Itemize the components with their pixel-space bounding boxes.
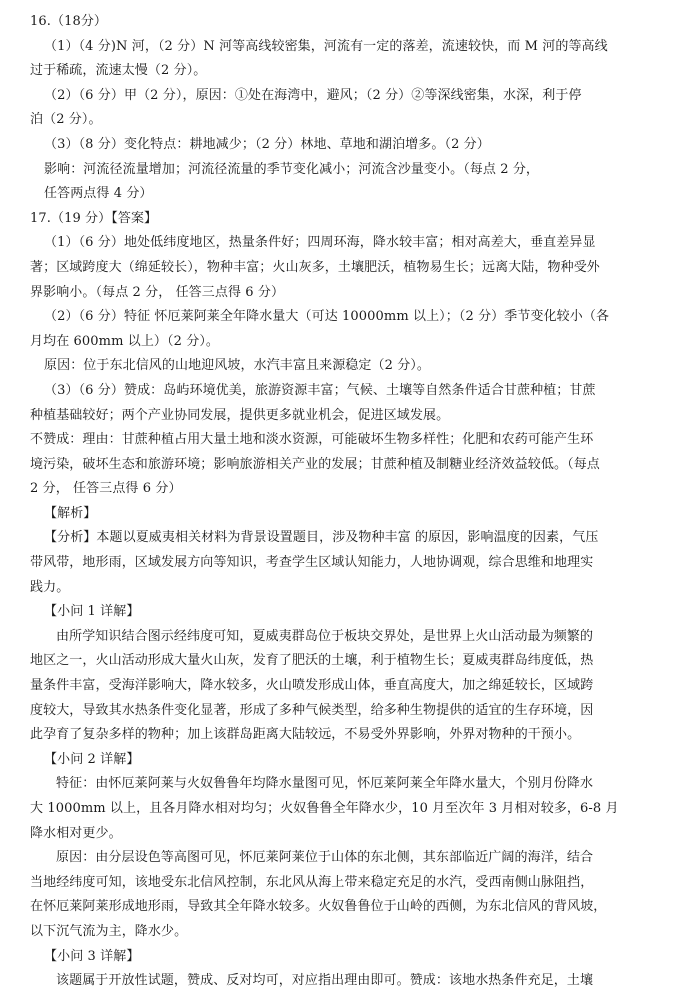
text-line: 2 分， 任答三点得 6 分） (30, 481, 182, 497)
text-line: 界影响小。（每点 2 分， 任答三点得 6 分） (30, 284, 285, 300)
text-line: 【小问 2 详解】 (44, 751, 140, 767)
text-line: （2）（6 分）甲（2 分），原因：①处在海湾中，避风；（2 分）②等深线密集，水深，利于停 (44, 87, 582, 103)
text-line: 度较大，导致其水热条件变化显著，形成了多种气候类型，给多种生物提供的适宜的生存环境，因 (30, 702, 594, 718)
text-line: 【小问 3 详解】 (44, 948, 140, 964)
text-line: 【分析】本题以夏威夷相关材料为背景设置题目，涉及物种丰富 的原因，影响温度的因素，气压 (44, 530, 599, 546)
text-line: 不赞成：理由：甘蔗种植占用大量土地和淡水资源，可能破坏生物多样性；化肥和农药可能产生环 (30, 432, 594, 448)
text-line: 量条件丰富，受海洋影响大，降水较多，火山喷发形成山体，垂直高度大，加之绵延较长，区域跨 (30, 678, 594, 694)
text-line: 地区之一，火山活动形成大量火山灰，发育了肥沃的土壤，利于植物生长；夏威夷群岛纬度低，热 (30, 653, 594, 669)
text-line: 影响：河流径流量增加；河流径流量的季节变化减小；河流含沙量变小。（每点 2 分， (44, 161, 540, 177)
text-line: 践力。 (30, 579, 70, 595)
text-line: 在怀厄莱阿莱形成地形雨，导致其全年降水较多。火奴鲁鲁位于山岭的西侧，为东北信风的背风坡， (30, 899, 607, 915)
text-line: 原因：由分层设色等高图可见，怀厄莱阿莱位于山体的东北侧，其东部临近广阔的海洋，结合 (56, 850, 594, 866)
text-line: 月均在 600mm 以上）（2 分）。 (30, 333, 220, 349)
text-line: 【小问 1 详解】 (44, 604, 140, 620)
text-line: （3）（8 分）变化特点：耕地减少；（2 分）林地、草地和湖泊增多。（2 分） (44, 136, 490, 152)
text-line: 17.（19 分）【答案】 (30, 210, 158, 226)
text-line: 著；区域跨度大（绵延较长），物种丰富；火山灰多，土壤肥沃，植物易生长；远离大陆，物种受外 (30, 259, 600, 275)
text-line: 以下沉气流为主，降水少。 (30, 923, 188, 939)
text-line: 大 1000mm 以上，且各月降水相对均匀；火奴鲁鲁全年降水少，10 月至次年 3 月相对较多，6-8 月 (30, 801, 619, 816)
text-line: 任答两点得 4 分） (44, 186, 153, 202)
text-line: （3）（6 分）赞成：岛屿环境优美，旅游资源丰富；气候、土壤等自然条件适合甘蔗种植；甘蔗 (44, 382, 596, 398)
text-line: 带风带，地形雨，区域发展方向等知识，考查学生区域认知能力，人地协调观，综合思维和地理实 (30, 555, 594, 571)
document-body (30, 10, 668, 994)
text-line: 过于稀疏，流速太慢（2 分）。 (30, 63, 207, 79)
text-line: （2）（6 分）特征 怀厄莱阿莱全年降水量大（可达 10000mm 以上）；（2 分）季节变化较小（各 (44, 309, 610, 325)
text-line: 由所学知识结合图示经纬度可知，夏威夷群岛位于板块交界处，是世界上火山活动最为频繁的 (56, 628, 594, 644)
text-line: （1）（4 分)N 河，（2 分）N 河等高线较密集，河流有一定的落差，流速较快，而 M 河的等高线 (44, 38, 608, 54)
text-line: 特征：由怀厄莱阿莱与火奴鲁鲁年均降水量图可见，怀厄莱阿莱全年降水量大，个别月份降水 (56, 776, 594, 792)
text-line: 16.（18分） (30, 14, 108, 29)
text-line: 原因：位于东北信风的山地迎风坡，水汽丰富且来源稳定（2 分）。 (44, 358, 431, 374)
text-line: 种植基础较好；两个产业协同发展，提供更多就业机会，促进区域发展。 (30, 407, 450, 423)
text-line: 泊（2 分）。 (30, 112, 102, 128)
text-line: 境污染，破坏生态和旅游环境；影响旅游相关产业的发展；甘蔗种植及制糖业经济效益较低。（每点 (30, 456, 600, 472)
text-line: 此孕育了复杂多样的物种；加上该群岛距离大陆较远，不易受外界影响，外界对物种的干预小。 (30, 727, 581, 743)
text-line: 该题属于开放性试题，赞成、反对均可，对应指出理由即可。赞成：该地水热条件充足，土壤 (56, 973, 594, 989)
text-line: 【解析】 (44, 505, 97, 521)
text-line: （1）（6 分）地处低纬度地区，热量条件好；四周环海，降水较丰富；相对高差大，垂直差异显 (44, 235, 596, 251)
text-line: 降水相对更少。 (30, 825, 122, 841)
text-line: 当地经纬度可知，该地受东北信风控制，东北风从海上带来稳定充足的水汽，受西南侧山脉阻挡， (30, 874, 594, 890)
